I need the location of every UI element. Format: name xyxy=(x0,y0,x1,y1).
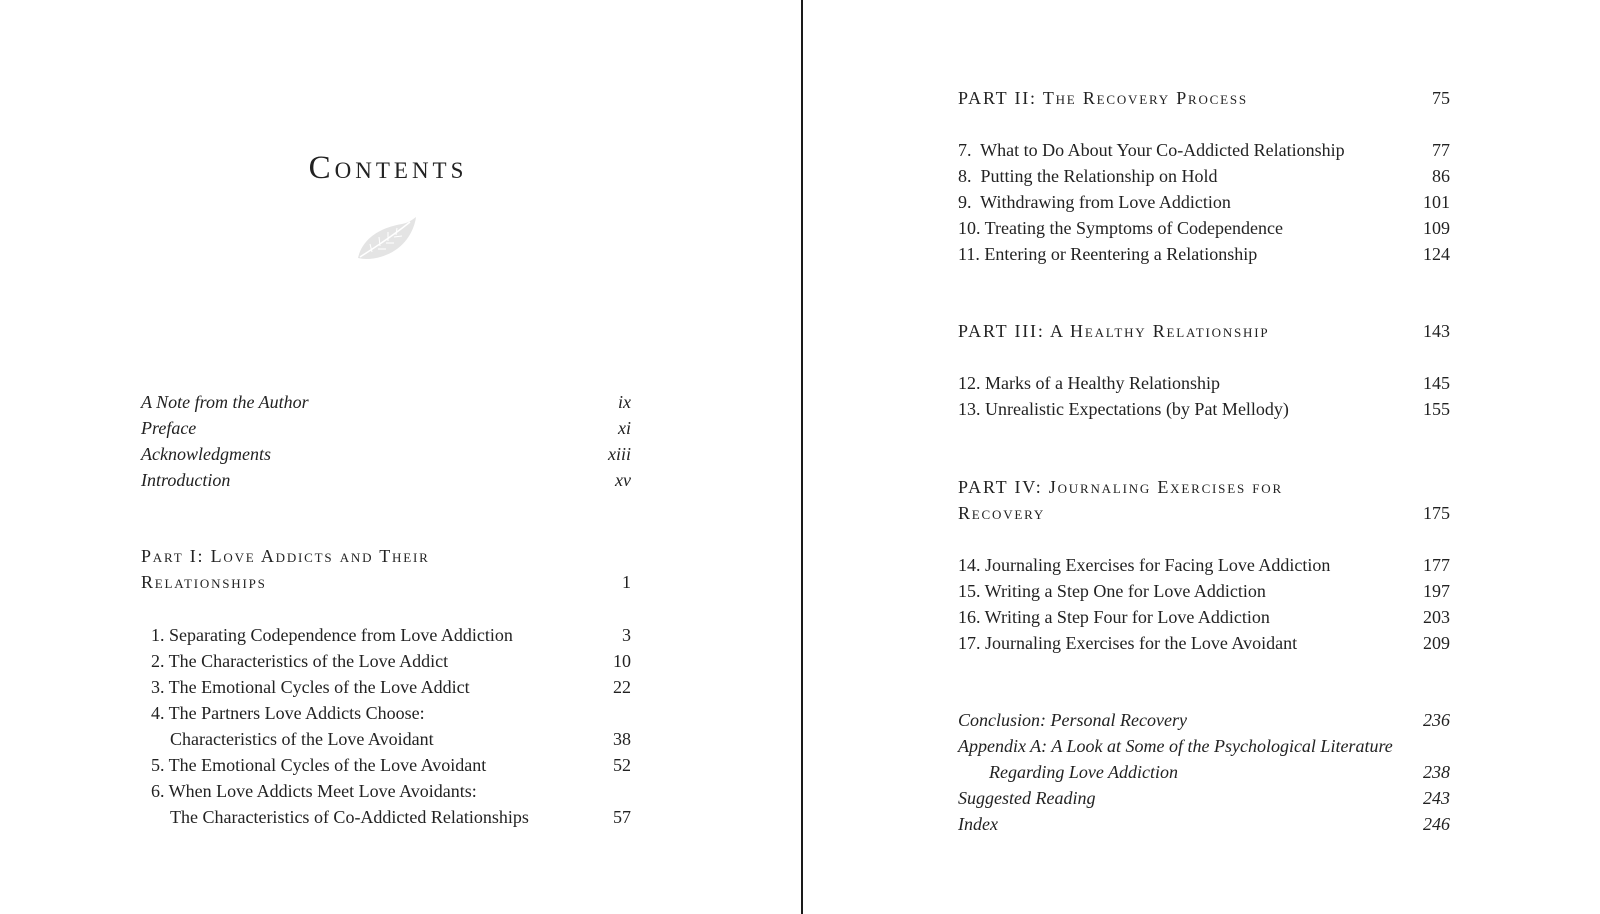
part-heading xyxy=(958,318,1450,344)
page-number: 145 xyxy=(1423,373,1450,393)
chapter-label: 8. Putting the Relationship on Hold xyxy=(958,166,1218,186)
page-number: 77 xyxy=(1432,140,1450,160)
part-title-line: Relationships xyxy=(141,572,267,592)
part-heading xyxy=(958,474,1450,526)
page-number: 86 xyxy=(1432,166,1450,186)
chapter-item xyxy=(151,650,631,672)
page-number: 209 xyxy=(1423,633,1450,653)
part-heading xyxy=(141,543,631,595)
back-matter-item-continued xyxy=(989,761,1450,783)
chapter-item xyxy=(151,676,631,698)
part-title-line: Part I: Love Addicts and Their xyxy=(141,546,430,566)
page-number: xiii xyxy=(608,444,631,464)
chapter-label: 17. Journaling Exercises for the Love Avoidant xyxy=(958,633,1298,653)
chapter-item xyxy=(958,606,1450,628)
chapter-label: 6. When Love Addicts Meet Love Avoidants: xyxy=(151,781,477,801)
chapter-label: 13. Unrealistic Expectations (by Pat Mellody) xyxy=(958,399,1289,419)
chapter-label: 9. Withdrawing from Love Addiction xyxy=(958,192,1231,212)
chapter-label: 12. Marks of a Healthy Relationship xyxy=(958,373,1220,393)
back-matter-label: Appendix A: A Look at Some of the Psychological Literature xyxy=(958,736,1393,756)
chapter-label: 11. Entering or Reentering a Relationship xyxy=(958,244,1258,264)
chapter-label: 3. The Emotional Cycles of the Love Addict xyxy=(151,677,470,697)
page-number: 197 xyxy=(1423,581,1450,601)
front-matter-item xyxy=(141,391,631,413)
page-number: 143 xyxy=(1423,321,1450,341)
leaf-icon xyxy=(356,216,418,262)
right-page xyxy=(803,0,1600,914)
page-number: 22 xyxy=(613,677,631,697)
page-number: 3 xyxy=(622,625,631,645)
chapter-item xyxy=(958,191,1450,213)
page-number: 238 xyxy=(1423,762,1450,782)
front-matter-item xyxy=(141,469,631,491)
back-matter-label: Conclusion: Personal Recovery xyxy=(958,710,1187,730)
page-number: 175 xyxy=(1423,503,1450,523)
chapter-label: 4. The Partners Love Addicts Choose: xyxy=(151,703,425,723)
chapter-item-continued xyxy=(170,806,631,828)
page-number: 109 xyxy=(1423,218,1450,238)
front-matter-label: A Note from the Author xyxy=(141,392,309,412)
front-matter-item xyxy=(141,417,631,439)
page-number: 75 xyxy=(1432,88,1450,108)
front-matter-label: Acknowledgments xyxy=(141,444,271,464)
chapter-item xyxy=(958,398,1450,420)
chapter-item xyxy=(958,139,1450,161)
chapter-item xyxy=(958,217,1450,239)
chapter-label: 14. Journaling Exercises for Facing Love Addiction xyxy=(958,555,1331,575)
back-matter-label: Index xyxy=(958,814,998,834)
part-title-line: PART IV: Journaling Exercises for xyxy=(958,477,1283,497)
chapter-item xyxy=(151,780,631,802)
page-number: 52 xyxy=(613,755,631,775)
chapter-item xyxy=(958,165,1450,187)
part-title-line: PART II: The Recovery Process xyxy=(958,88,1248,108)
page-number: 236 xyxy=(1423,710,1450,730)
chapter-item xyxy=(958,243,1450,265)
back-matter-item xyxy=(958,813,1450,835)
page-number: 246 xyxy=(1423,814,1450,834)
page-number: 203 xyxy=(1423,607,1450,627)
page-number: 124 xyxy=(1423,244,1450,264)
chapter-label: 7. What to Do About Your Co-Addicted Relationship xyxy=(958,140,1345,160)
chapter-label: 16. Writing a Step Four for Love Addiction xyxy=(958,607,1270,627)
chapter-item xyxy=(151,702,631,724)
chapter-item xyxy=(151,624,631,646)
chapter-item-continued xyxy=(170,728,631,750)
back-matter-item xyxy=(958,735,1450,757)
chapter-item xyxy=(958,580,1450,602)
chapter-label: 1. Separating Codependence from Love Addiction xyxy=(151,625,513,645)
back-matter-label: Suggested Reading xyxy=(958,788,1096,808)
page-number: 38 xyxy=(613,729,631,749)
page-number: 57 xyxy=(613,807,631,827)
page-number: xi xyxy=(618,418,631,438)
back-matter-label: Regarding Love Addiction xyxy=(989,762,1178,782)
part-heading xyxy=(958,85,1450,111)
page-number: 243 xyxy=(1423,788,1450,808)
chapter-label: 2. The Characteristics of the Love Addict xyxy=(151,651,449,671)
page-number: 10 xyxy=(613,651,631,671)
page-number: xv xyxy=(615,470,631,490)
chapter-label: The Characteristics of Co-Addicted Relationships xyxy=(170,807,529,827)
page-number: ix xyxy=(618,392,631,412)
page-number: 1 xyxy=(622,572,631,592)
chapter-item xyxy=(958,554,1450,576)
contents-title: Contents xyxy=(308,150,468,186)
part-title-line: Recovery xyxy=(958,503,1046,523)
front-matter-label: Preface xyxy=(141,418,197,438)
back-matter-item xyxy=(958,709,1450,731)
chapter-label: 10. Treating the Symptoms of Codependence xyxy=(958,218,1283,238)
chapter-label: 15. Writing a Step One for Love Addiction xyxy=(958,581,1266,601)
chapter-item xyxy=(151,754,631,776)
front-matter-item xyxy=(141,443,631,465)
front-matter-label: Introduction xyxy=(141,470,231,490)
chapter-label: 5. The Emotional Cycles of the Love Avoidant xyxy=(151,755,487,775)
chapter-item xyxy=(958,372,1450,394)
page-number: 101 xyxy=(1423,192,1450,212)
chapter-item xyxy=(958,632,1450,654)
part-title-line: PART III: A Healthy Relationship xyxy=(958,321,1270,341)
page-number: 155 xyxy=(1423,399,1450,419)
page-number: 177 xyxy=(1423,555,1450,575)
back-matter-item xyxy=(958,787,1450,809)
chapter-label: Characteristics of the Love Avoidant xyxy=(170,729,434,749)
